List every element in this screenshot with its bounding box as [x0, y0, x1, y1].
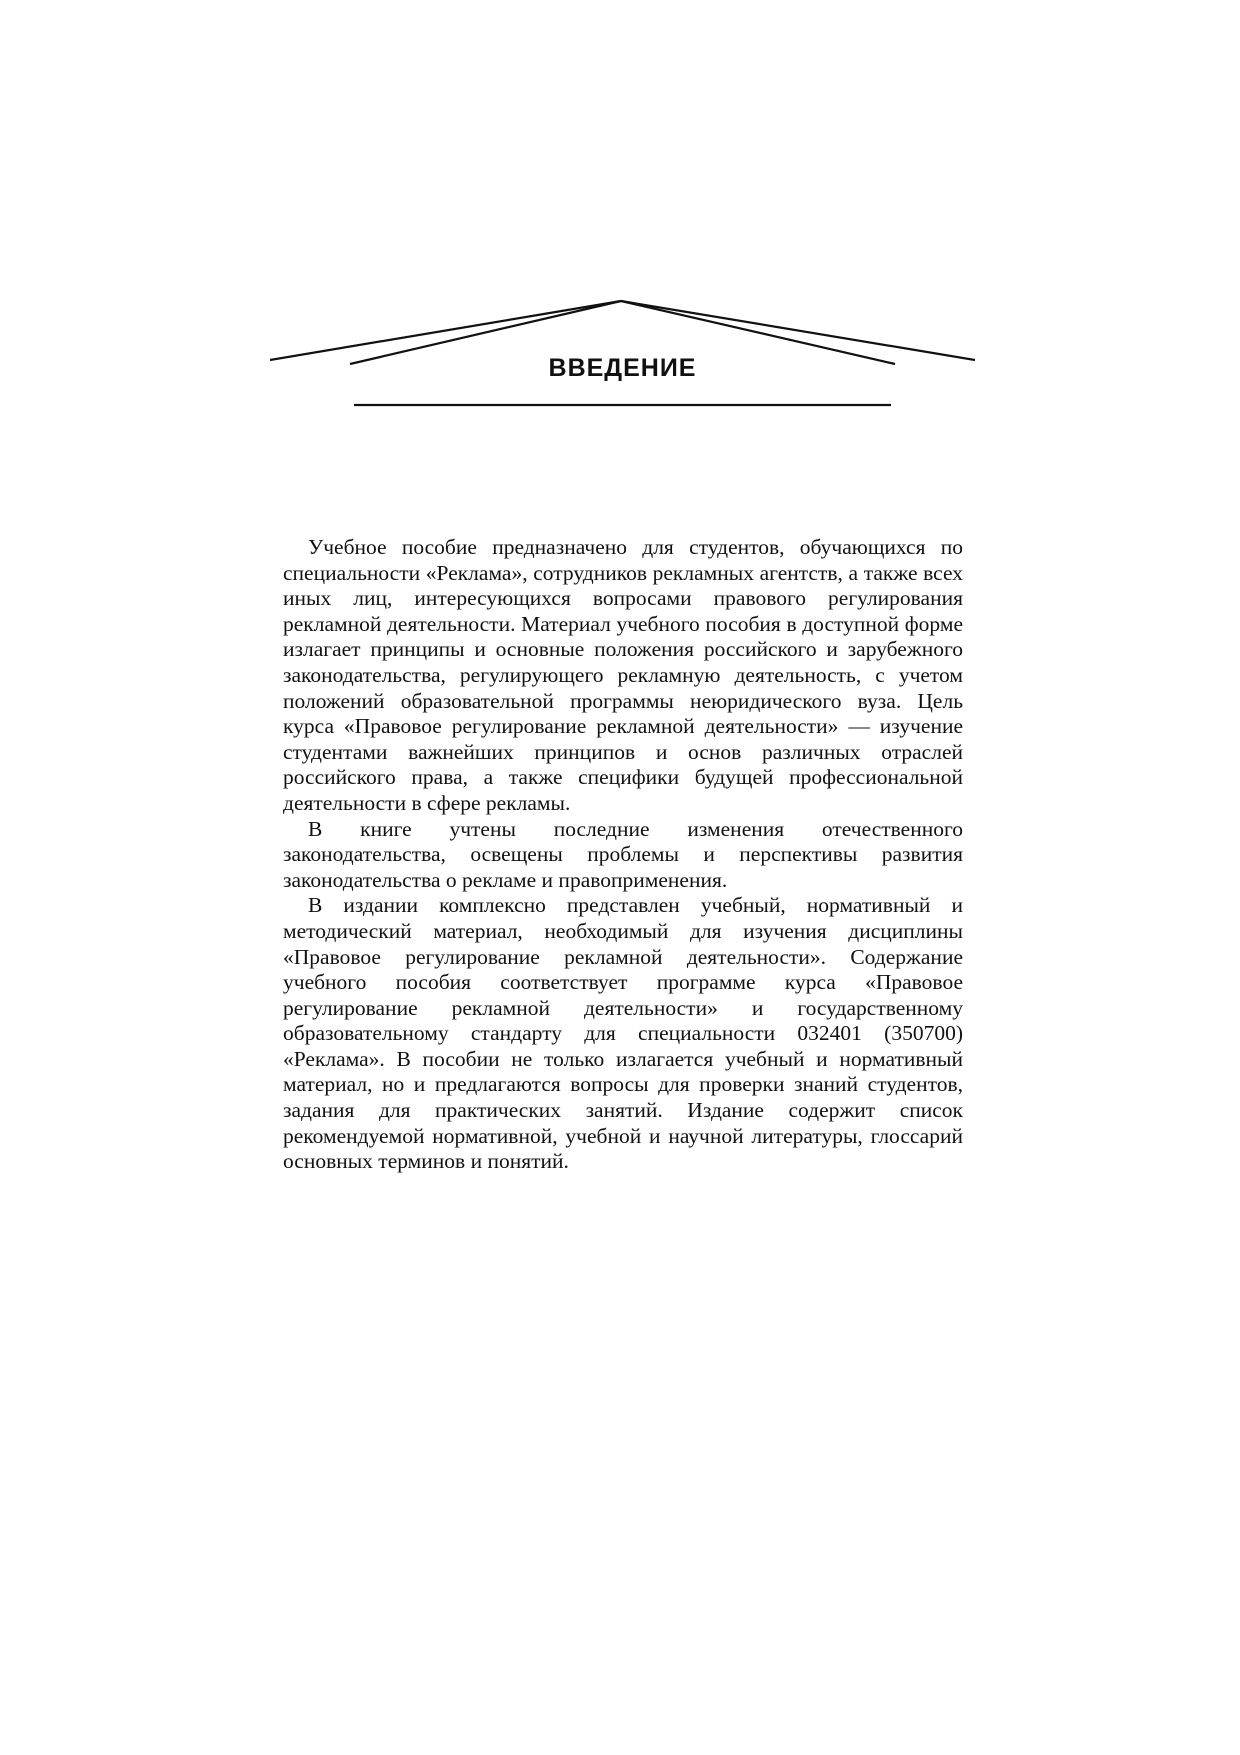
introduction-text	[283, 535, 963, 1175]
roof-line-outer-right	[621, 301, 975, 360]
roof-line-outer-left	[270, 301, 621, 360]
paragraph: Учебное пособие предназначено для студентов, обучающихся по специальности «Реклама», сотрудников рекламных агентств, а также всех иных лиц, интересующихся вопросами правового регулирования рекламной деятельности. Материал учебного пособия в доступной форме излагает принципы и основные положения российского и зарубежного законодательства, регулирующего рекламную деятельность, с учетом положений образовательной программы неюридического вуза. Цель курса «Правовое регулирование рекламной деятельности» — изучение студентами важнейших принципов и основ различных отраслей российского права, а также специфики будущей профессиональной деятельности в сфере рекламы.	[283, 535, 963, 815]
chapter-title: ВВЕДЕНИЕ	[548, 354, 697, 382]
paragraph: В издании комплексно представлен учебный, нормативный и методический материал, необходимый для изучения дисциплины «Правовое регулирование рекламной деятельности». Содержание учебного пособия соответствует программе курса «Правовое регулирование рекламной деятельности» и государственному образовательному стандарту для специальности 032401 (350700) «Реклама». В пособии не только излагается учебный и нормативный материал, но и предлагаются вопросы для проверки знаний студентов, задания для практических занятий. Издание содержит список рекомендуемой нормативной, учебной и научной литературы, глоссарий основных терминов и понятий.	[283, 893, 963, 1174]
paragraph: В книге учтены последние изменения отечественного законодательства, освещены проблемы и перспективы развития законодательства о рекламе и правоприменения.	[283, 816, 963, 892]
